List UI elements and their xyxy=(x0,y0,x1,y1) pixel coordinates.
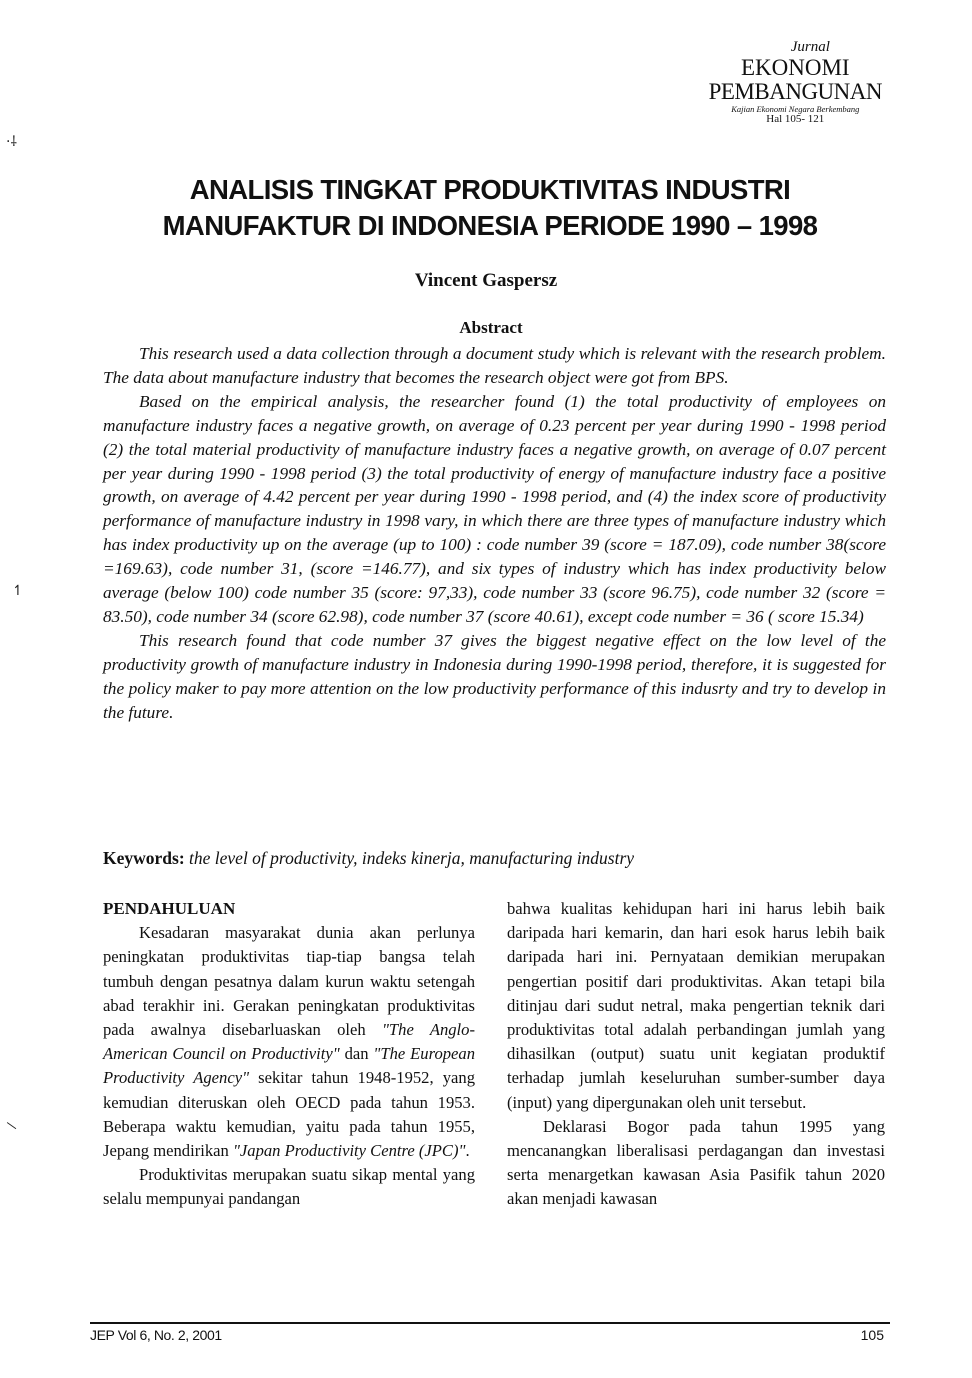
body-text: Kesadaran masyarakat dunia akan perlunya peningkatan produktivitas tiap-tiap bangsa telah tumbuh dengan pesatnya dalam kurun waktu setengah abad terakhir ini. Gerakan peningkatan produktivitas pada awalnya disebarluaskan oleh xyxy=(103,923,475,1040)
body-emphasis: "The Anglo-American Council on Productivity" xyxy=(103,1020,475,1064)
body-text: sekitar tahun 1948-1952, yang kemudian diteruskan oleh OECD pada tahun 1953. Beberapa waktu kemudian, yaitu pada tahun 1955, Jepang mendirikan xyxy=(103,1068,476,1161)
masthead-pembangunan: PEMBANGUNAN xyxy=(708,79,882,104)
masthead-jurnal: Jurnal xyxy=(790,39,830,55)
footer-journal-ref: JEP Vol 6, No. 2, 2001 xyxy=(90,1327,222,1343)
abstract-paragraph: This research used a data collection through a document study which is relevant with the research problem. The data about manufacture industry that becomes the research object were got from BPS. xyxy=(103,344,886,387)
journal-masthead xyxy=(709,40,882,125)
masthead-subtitle: Kajian Ekonomi Negara Berkembang xyxy=(731,104,860,114)
scan-mark-icon: — xyxy=(3,1115,21,1135)
paper-title xyxy=(100,172,880,244)
body-text: dan xyxy=(339,1044,374,1064)
body-text: . xyxy=(465,1141,470,1161)
scan-mark-icon: ↿ xyxy=(12,583,24,599)
keywords-label: Keywords: xyxy=(103,848,185,868)
masthead-ekonomi: EKONOMI xyxy=(740,55,850,80)
body-emphasis: "Japan Productivity Centre (JPC)" xyxy=(232,1141,466,1161)
abstract-body xyxy=(103,342,886,725)
masthead-pages: Hal 105- 121 xyxy=(766,112,825,125)
body-column-left xyxy=(103,897,475,1212)
body-paragraph: Produktivitas merupakan suatu sikap mental yang selalu mempunyai pandangan xyxy=(103,1165,475,1209)
author-name: Vincent Gaspersz xyxy=(414,270,558,291)
body-paragraph: Deklarasi Bogor pada tahun 1995 yang mencanangkan liberalisasi perdagangan dan investasi serta menargetkan kawasan Asia Pasifik tahun 2020 akan menjadi kawasan xyxy=(507,1116,885,1209)
abstract-heading: Abstract xyxy=(459,318,523,337)
footer-rule xyxy=(90,1322,890,1324)
section-heading: PENDAHULUAN xyxy=(103,899,236,918)
abstract-paragraph: This research found that code number 37 gives the biggest negative effect on the low level of the productivity growth of manufacture industry in Indonesia during 1990-1998 period, therefore, it is suggested for the policy maker to pay more attention on the low productivity performance of this indusrty and try to develop in the future. xyxy=(103,630,886,722)
scan-mark-icon: ·⸸ xyxy=(6,134,18,150)
body-emphasis: "The European Productivity Agency" xyxy=(103,1044,475,1088)
title-line-2: MANUFAKTUR DI INDONESIA PERIODE 1990 – 1998 xyxy=(162,210,818,241)
title-line-1: ANALISIS TINGKAT PRODUKTIVITAS INDUSTRI xyxy=(189,174,791,205)
keywords-text: the level of productivity, indeks kinerja, manufacturing industry xyxy=(189,848,635,868)
body-column-right xyxy=(507,897,885,1212)
body-paragraph: bahwa kualitas kehidupan hari ini harus lebih baik daripada hari kemarin, dan hari esok harus lebih baik daripada hari ini. Pernyataan demikian merupakan pengertian positif dari produktivitas. Akan tetapi bila ditinjau dari sudut netral, maka pengertian teknik dari produktivitas total adalah perbandingan jumlah yang dihasilkan (output) suatu unit kegiatan produktif terhadap jumlah keseluruhan sumber-sumber daya (input) yang dipergunakan oleh unit tersebut. xyxy=(507,899,885,1112)
footer-page-number: 105 xyxy=(860,1327,884,1343)
body-paragraph xyxy=(103,921,475,1163)
abstract-paragraph: Based on the empirical analysis, the researcher found (1) the total productivity of employees on manufacture industry faces a negative growth, on average of 0.23 percent per year during 1990 - 1998 period (2) the total material productivity of manufacture industry faces a negative growth, on average of 0.07 percent per year during 1990 - 1998 period (3) the total productivity of energy of manufacture industry face a positive growth, on average of 4.42 percent per year during 1990 - 1998 period, and (4) the index score of productivity performance of manufacture industry in 1998 vary, in which there are three types of manufacture industry which has index productivity up on the average (up to 100) : code number 39 (score = 187.09), code number 38(score =169.63), code number 31, (score =146.77), and six types of industry which has index productivity below average (below 100) code number 35 (score: 97,33), code number 33 (score 96.75), code number 32 (score = 83.50), code number 34 (score 62.98), code number 37 (score 40.61), except code number = 36 ( score 15.34) xyxy=(103,391,886,626)
keywords xyxy=(103,848,886,869)
